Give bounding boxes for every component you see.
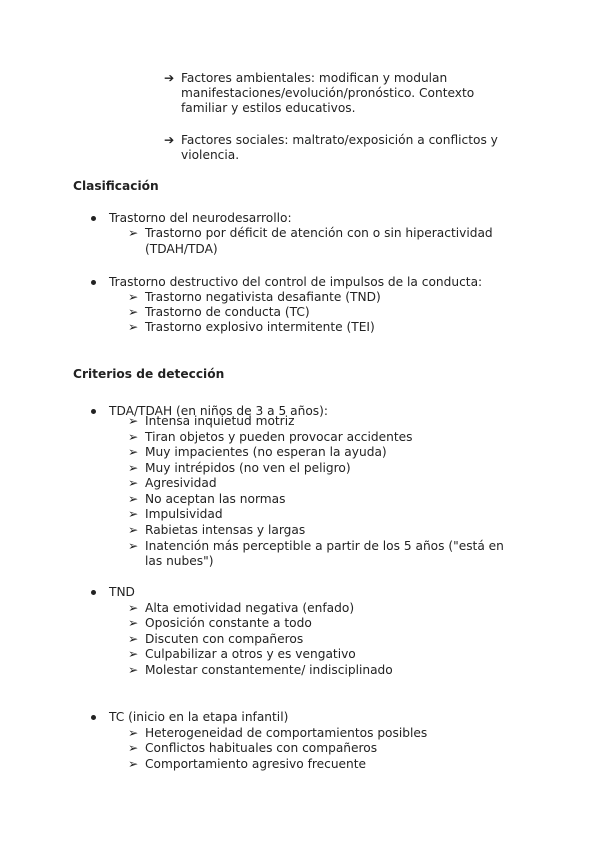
sub-bullet-icon: ➢ xyxy=(128,290,139,304)
sub-bullet-icon: ➢ xyxy=(128,430,139,444)
sub-bullet-icon: ➢ xyxy=(128,320,139,334)
sub-list-item: Trastorno de conducta (TC) xyxy=(145,305,310,319)
intro-item-line: familiar y estilos educativos. xyxy=(181,101,356,115)
list-item: TND xyxy=(109,585,135,599)
sub-bullet-icon: ➢ xyxy=(128,476,139,490)
sub-list-item: Culpabilizar a otros y es vengativo xyxy=(145,647,356,661)
sub-list-item: Trastorno explosivo intermitente (TEI) xyxy=(145,320,375,334)
sub-list-item: Impulsividad xyxy=(145,507,223,521)
sub-list-item: (TDAH/TDA) xyxy=(145,242,218,256)
sub-bullet-icon: ➢ xyxy=(128,616,139,630)
bullet-icon xyxy=(91,715,96,720)
sub-list-item: Trastorno por déficit de atención con o sin hiperactividad xyxy=(145,226,493,240)
sub-bullet-icon: ➢ xyxy=(128,663,139,677)
sub-bullet-icon: ➢ xyxy=(128,539,139,553)
sub-bullet-icon: ➢ xyxy=(128,226,139,240)
bullet-icon xyxy=(91,590,96,595)
intro-item-line: violencia. xyxy=(181,148,240,162)
sub-list-item: Tiran objetos y pueden provocar accidentes xyxy=(145,430,413,444)
arrow-icon: ➔ xyxy=(164,133,175,147)
bullet-icon xyxy=(91,216,96,221)
sub-bullet-icon: ➢ xyxy=(128,647,139,661)
sub-list-item: Discuten con compañeros xyxy=(145,632,304,646)
sub-bullet-icon: ➢ xyxy=(128,507,139,521)
sub-bullet-icon: ➢ xyxy=(128,414,139,428)
bullet-icon xyxy=(91,409,96,414)
sub-bullet-icon: ➢ xyxy=(128,445,139,459)
sub-list-item: Inatención más perceptible a partir de los 5 años ("está en xyxy=(145,539,504,553)
sub-list-item: Trastorno negativista desafiante (TND) xyxy=(145,290,381,304)
sub-list-item: Agresividad xyxy=(145,476,217,490)
section-heading-clasificacion: Clasificación xyxy=(73,179,159,193)
sub-bullet-icon: ➢ xyxy=(128,757,139,771)
sub-bullet-icon: ➢ xyxy=(128,492,139,506)
sub-list-item: Comportamiento agresivo frecuente xyxy=(145,757,367,771)
bullet-icon xyxy=(91,280,96,285)
sub-list-item: Muy intrépidos (no ven el peligro) xyxy=(145,461,351,475)
sub-list-item: Heterogeneidad de comportamientos posibles xyxy=(145,726,428,740)
intro-item-line: Factores sociales: maltrato/exposición a conflictos y xyxy=(181,133,498,147)
arrow-icon: ➔ xyxy=(164,71,175,85)
list-item: Trastorno destructivo del control de impulsos de la conducta: xyxy=(109,275,483,289)
sub-list-item: Oposición constante a todo xyxy=(145,616,312,630)
sub-list-item: Molestar constantemente/ indisciplinado xyxy=(145,663,393,677)
list-item: TDA/TDAH (en niños de 3 a 5 años): xyxy=(109,404,328,418)
sub-list-item: Intensa inquietud motriz xyxy=(145,414,295,428)
sub-bullet-icon: ➢ xyxy=(128,601,139,615)
sub-list-item: Muy impacientes (no esperan la ayuda) xyxy=(145,445,387,459)
sub-bullet-icon: ➢ xyxy=(128,523,139,537)
sub-bullet-icon: ➢ xyxy=(128,461,139,475)
intro-item-line: manifestaciones/evolución/pronóstico. Contexto xyxy=(181,86,475,100)
sub-list-item: No aceptan las normas xyxy=(145,492,286,506)
list-item: TC (inicio en la etapa infantil) xyxy=(109,710,289,724)
sub-bullet-icon: ➢ xyxy=(128,741,139,755)
sub-list-item: Rabietas intensas y largas xyxy=(145,523,306,537)
intro-item-line: Factores ambientales: modifican y modulan xyxy=(181,71,448,85)
sub-bullet-icon: ➢ xyxy=(128,632,139,646)
sub-list-item: Conflictos habituales con compañeros xyxy=(145,741,378,755)
sub-bullet-icon: ➢ xyxy=(128,305,139,319)
sub-list-item: las nubes") xyxy=(145,554,214,568)
sub-list-item: Alta emotividad negativa (enfado) xyxy=(145,601,355,615)
list-item: Trastorno del neurodesarrollo: xyxy=(109,211,292,225)
sub-bullet-icon: ➢ xyxy=(128,726,139,740)
section-heading-criterios: Criterios de detección xyxy=(73,367,225,381)
